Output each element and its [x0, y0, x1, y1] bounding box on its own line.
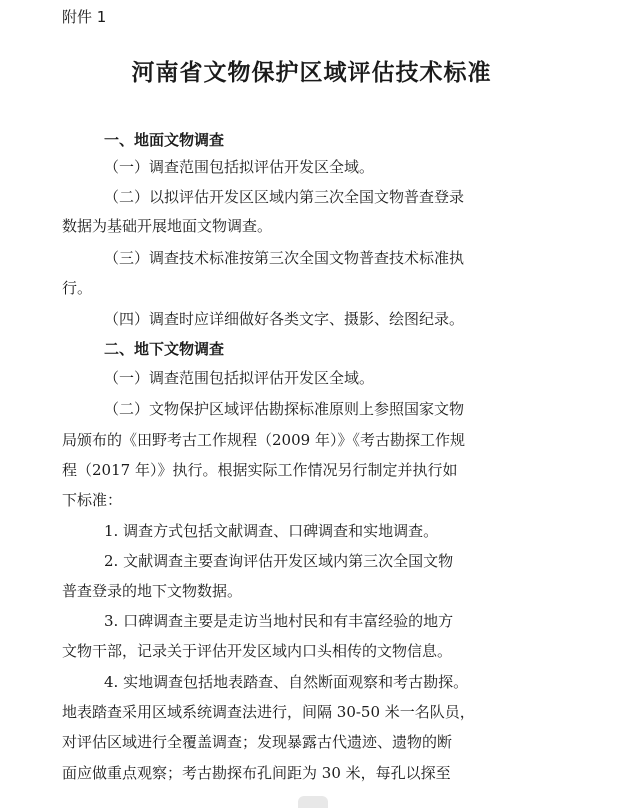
section-heading-surface-survey: 一、地面文物调查: [104, 131, 225, 149]
paragraph-line: （一）调查范围包括拟评估开发区全域。: [104, 369, 375, 387]
list-item-line: 面应做重点观察；考古勘探布孔间距为 30 米，每孔以探至: [62, 764, 451, 782]
paragraph-line: （三）调查技术标准按第三次全国文物普查技术标准执: [104, 249, 465, 267]
paragraph-line: （四）调查时应详细做好各类文字、摄影、绘图纪录。: [104, 310, 465, 328]
list-item-line: 地表踏查采用区域系统调查法进行，间隔 30-50 米一名队员，: [62, 703, 475, 721]
list-item-line: 4. 实地调查包括地表踏查、自然断面观察和考古勘探。: [104, 673, 469, 691]
list-item-line: 2. 文献调查主要查询评估开发区域内第三次全国文物: [104, 552, 454, 570]
list-item-line: 文物干部，记录关于评估开发区域内口头相传的文物信息。: [62, 642, 453, 660]
paragraph-line: （一）调查范围包括拟评估开发区全域。: [104, 158, 375, 176]
list-item-line: 1. 调查方式包括文献调查、口碑调查和实地调查。: [104, 522, 439, 540]
document-title: 河南省文物保护区域评估技术标准: [131, 59, 492, 86]
paragraph-line: 局颁布的《田野考古工作规程（2009 年）》《考古勘探工作规: [62, 431, 465, 449]
paragraph-line: 行。: [62, 279, 93, 297]
paragraph-line: 下标准：: [62, 491, 123, 509]
paragraph-line: 程（2017 年）》执行。根据实际工作情况另行制定并执行如: [62, 461, 458, 479]
list-item-line: 对评估区域进行全覆盖调查；发现暴露古代遗迹、遗物的断: [62, 733, 453, 751]
list-item-line: 普查登录的地下文物数据。: [62, 582, 243, 600]
paragraph-line: （二）文物保护区域评估勘探标准原则上参照国家文物: [104, 400, 465, 418]
list-item-line: 3. 口碑调查主要是走访当地村民和有丰富经验的地方: [104, 612, 454, 630]
section-heading-underground-survey: 二、地下文物调查: [104, 340, 225, 358]
attachment-label: 附件 1: [62, 8, 107, 26]
page-bottom-artifact: [298, 796, 328, 808]
paragraph-line: 数据为基础开展地面文物调查。: [62, 217, 273, 235]
paragraph-line: （二）以拟评估开发区区域内第三次全国文物普查登录: [104, 188, 465, 206]
